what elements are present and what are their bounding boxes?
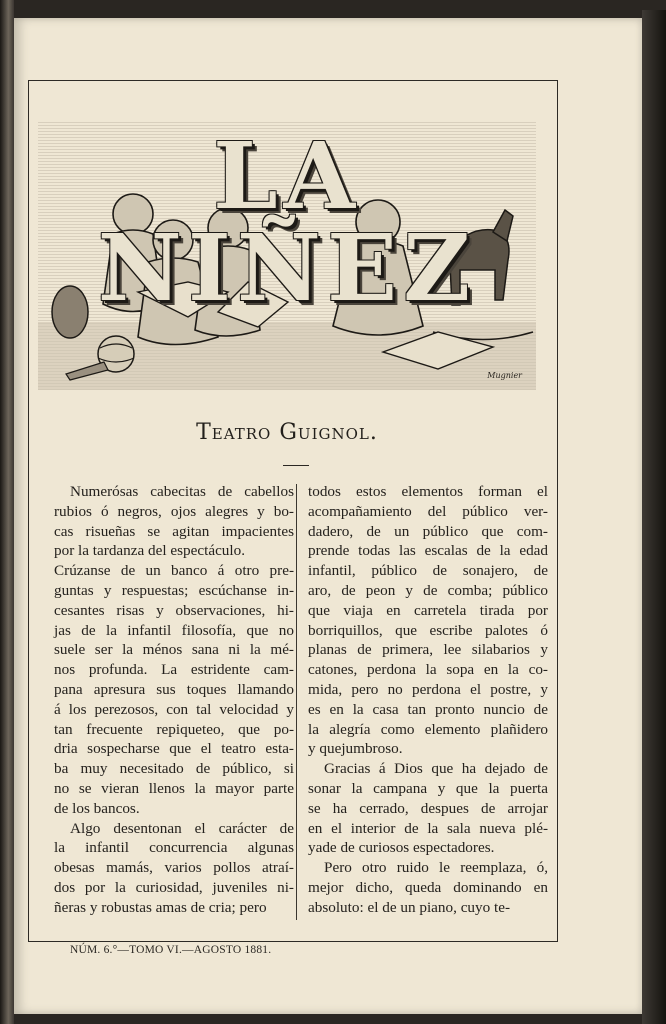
engraver-signature: Mugnier xyxy=(487,371,522,380)
text-line: cesantes risas y observaciones, hi- xyxy=(54,601,294,619)
column-divider xyxy=(296,484,297,920)
masthead-illustration xyxy=(38,122,536,390)
text-line: tan frecuente repiqueteo, que po- xyxy=(54,720,294,738)
text-line: todos estos elementos forman el xyxy=(308,483,548,500)
text-line: en el interior de la sala nueva plé- xyxy=(308,819,548,837)
text-line: infantil, público de sonajero, de xyxy=(308,562,548,580)
text-line: sonar la campana y que la puerta xyxy=(308,779,548,797)
text-line: prende todas las escalas de la edad xyxy=(308,542,548,560)
text-line: aro, de peon y de comba; público xyxy=(308,581,548,599)
masthead-title: LA NIÑEZ xyxy=(97,122,477,322)
text-line: la alegría como elemento plañidero xyxy=(308,720,548,738)
left-column xyxy=(54,482,294,918)
text-line: nos profunda. La estridente cam- xyxy=(54,661,294,679)
right-column xyxy=(308,482,548,918)
text-line: planas de primera, lee silabarios y xyxy=(308,641,548,659)
text-line: Crúzanse de un banco á otro pre- xyxy=(54,562,294,580)
text-line: rubios ó negros, ojos alegres y bo- xyxy=(54,502,294,520)
title-rule xyxy=(283,465,309,466)
text-line: y quejumbroso. xyxy=(308,740,403,758)
issue-footer: NÚM. 6.°—TOMO VI.—AGOSTO 1881. xyxy=(70,944,272,956)
text-line: cas risueñas se agitan impacientes xyxy=(54,522,294,540)
text-line: guntas y respuestas; escúchanse in- xyxy=(54,581,294,599)
text-line: á los perezosos, con tal velocidad y xyxy=(54,700,294,718)
text-line: dria sospecharse que el teatro esta- xyxy=(54,740,294,758)
text-line: por la tardanza del espectáculo. xyxy=(54,542,246,560)
text-line: yade de curiosos espectadores. xyxy=(308,839,495,857)
text-line: se ha cerrado, despues de arrojar xyxy=(308,799,548,817)
adjacent-page-edge xyxy=(0,0,14,1024)
text-line: que viaja en carretela tirada por xyxy=(308,601,548,619)
text-line: jas de la infantil filosofía, que no xyxy=(54,621,294,639)
text-line: ba muy necesitado de público, si xyxy=(54,760,294,778)
text-line: obesas mamás, varios pollos atraí- xyxy=(54,859,294,877)
text-line: mejor dicho, queda dominando en xyxy=(308,878,548,896)
text-line: ñeras y robustas amas de cria; pero xyxy=(54,898,267,916)
text-line: acompañamiento del público ver- xyxy=(308,502,548,520)
text-line: suele ser la ménos sana ni la mé- xyxy=(54,641,294,659)
text-line: es en la casa tan pronto nuncio de xyxy=(308,700,548,718)
text-line: borriquillos, que escribe palotes ó xyxy=(308,621,548,639)
text-line: Pero otro ruido le reemplaza, ó, xyxy=(324,859,548,877)
text-line: Numerósas cabecitas de cabellos xyxy=(70,483,294,500)
text-line: Gracias á Dios que ha dejado de xyxy=(324,760,548,778)
text-line: mida, pero no perdona el postre, y xyxy=(308,680,548,698)
text-line: dadero, de un público que com- xyxy=(308,522,548,540)
article-title: Teatro Guignol. xyxy=(196,420,378,445)
text-line: dos por la curiosidad, juveniles ni- xyxy=(54,878,294,896)
text-line: Algo desentonan el carácter de xyxy=(70,819,294,837)
text-line: no se vieran llenos la mayor parte xyxy=(54,779,294,797)
text-line: la infantil concurrencia algunas xyxy=(54,839,294,857)
text-line: absoluto: el de un piano, cuyo te- xyxy=(308,898,511,916)
page-right-edge xyxy=(642,10,666,1024)
text-line: catones, perdona la sopa en la co- xyxy=(308,661,548,679)
text-line: de los bancos. xyxy=(54,799,140,817)
text-line: pana apresura sus toques llamando xyxy=(54,680,294,698)
